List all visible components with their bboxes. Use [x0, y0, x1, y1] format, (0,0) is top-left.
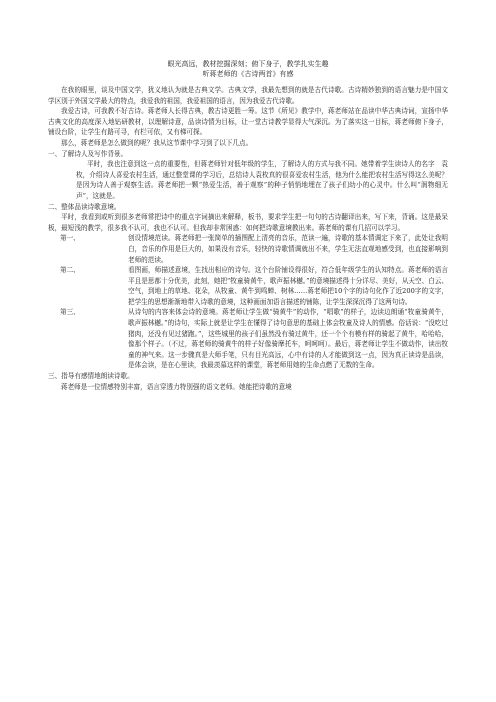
- section-heading-3: 三、指导有感情地朗读诗歌。: [48, 372, 134, 381]
- step-label: 第二、: [60, 266, 80, 275]
- document-title: 眼光高远，教材挖掘深刻；俯下身子，教学扎实生趣: [167, 60, 329, 68]
- section-heading-1: 一、了解诗人及写作背景。: [48, 149, 128, 158]
- section-1-paragraph: 平时，我也注意到这一点的重要性，但蒋老师针对低年级的学生，了解诗人的方式与我不同。她带着学生读诗人的名字 袁枚，介绍诗人喜爱农村生活，通过整堂课的学习后，总结诗人袁枚真的很喜爱农村生活，他为什么能把农村生活写得这么美呢？是因为诗人善于观察生活。蒋老师把一颗“热爱生活，善于观察”的种子悄悄地埋在了孩子们幼小的心灵中。什么叫“润物细无声”，这就是。: [76, 160, 448, 200]
- step-item: [48, 265, 448, 307]
- step-label: 第三、: [60, 308, 80, 317]
- intro-paragraph: 那么，蒋老师是怎么做到的呢？我从这节课中学习到了以下几点。: [61, 138, 253, 147]
- step-item: [48, 307, 448, 371]
- intro-paragraph: 在我的眼里，谈及中国文学，犹义地认为就是古典文学。古典文学，我最先想到的就是古代诗歌。古诗精妙独到的语言魅力是中国文学区别于外国文学最大的特点，我爱我的祖国，我爱祖国的语言，因为我爱古代诗歌。: [48, 86, 448, 105]
- document-subtitle: 听蒋老师的《古诗两首》有感: [202, 70, 294, 78]
- intro-paragraph: 我爱古诗，可我教不好古诗。蒋老师人长得古典，教古诗更胜一筹。这节《所见》教学中，蒋老师站在品读中华古典诗词，宣扬中华古典文化的高度深入地钻研教材，以理解诗意，品读诗情为目标，让一堂古诗教学显得大气深沉。为了落实这一目标，蒋老师俯下身子，铺设台阶，让学生有路可寻，有栏可依，又有梯可探。: [48, 107, 448, 137]
- section-3-paragraph: 蒋老师是一位情感特别丰富，语言穿透力特别强的语文老师。她能把诗歌的意境: [61, 382, 292, 391]
- step-item: [48, 233, 448, 265]
- step-text: 从诗句的内容来体会诗的意境。蒋老师让学生做“骑黄牛”的动作，“唱歌”的样子，边读边朗诵“牧童骑黄牛，歌声振林樾。”的诗句，实际上就是让学生在懂得了诗句意思的基础上体会牧童及诗人的情感。俗话说：“没吃过猪肉，还没有见过猪跑。”，这些城里的孩子们虽然没有骑过黄牛，还一个个有模有样的骑起了黄牛，哈哈哈，像那个样子。（不过，蒋老师的骑黄牛的样子好像骑摩托车，呵呵呵）。最后，蒋老师让学生不做动作，读出牧童的神气来。这一步骤真是大师手笔，只有目光高远，心中有诗的人才能做到这一点，因为真正读诗是品读，是体会读，是在心里读，我最羡慕这样的课堂，蒋老师用她的生命点燃了无数的生命。: [128, 308, 448, 370]
- section-heading-2: 二、整体品读诗歌意境。: [48, 202, 121, 211]
- step-label: 第一、: [60, 234, 80, 243]
- section-2-paragraph: 平时，我看到或听到很多老师常把诗中的重点字词摘出来解释，板书，要求学生把一句句的古诗翻译出来，写下来，背诵。这是最呆板，最短浅的教学，很多我不认可，我也不认可。但我却非常困惑：如何把诗歌意境教出来。蒋老师的课有几招可以学习。: [48, 213, 448, 232]
- step-text: 创设情境范读。蒋老师把一张简单的插图配上清亮的音乐，范读一遍，诗歌的基本情调定下来了，此处让我明白，音乐的作用是巨大的，如果没有音乐，轻快的诗歌情调就出不来，学生无法直观地感受到，也直接影响到老师的范读。: [128, 234, 448, 264]
- document-body: [48, 85, 448, 392]
- step-text: 看图画，师描述意境，生找出相应的诗句。这个台阶铺设得很好，符合低年级学生的认知特点。蒋老师的语言平且是思都十分优美，此刻，她把“牧童骑黄牛，歌声振林樾。”的意境描述得十分详尽、美好，从天空、白云、空气，到地上的草地、花朵，从牧童、黄牛到鸣蝉、树林……蒋老师把10个字的诗句化作了近200字的文字，把学生的思想渐渐地带入诗歌的意境，这种画面加语言描述的铺陈，让学生深深沉得了这两句诗。: [128, 266, 448, 306]
